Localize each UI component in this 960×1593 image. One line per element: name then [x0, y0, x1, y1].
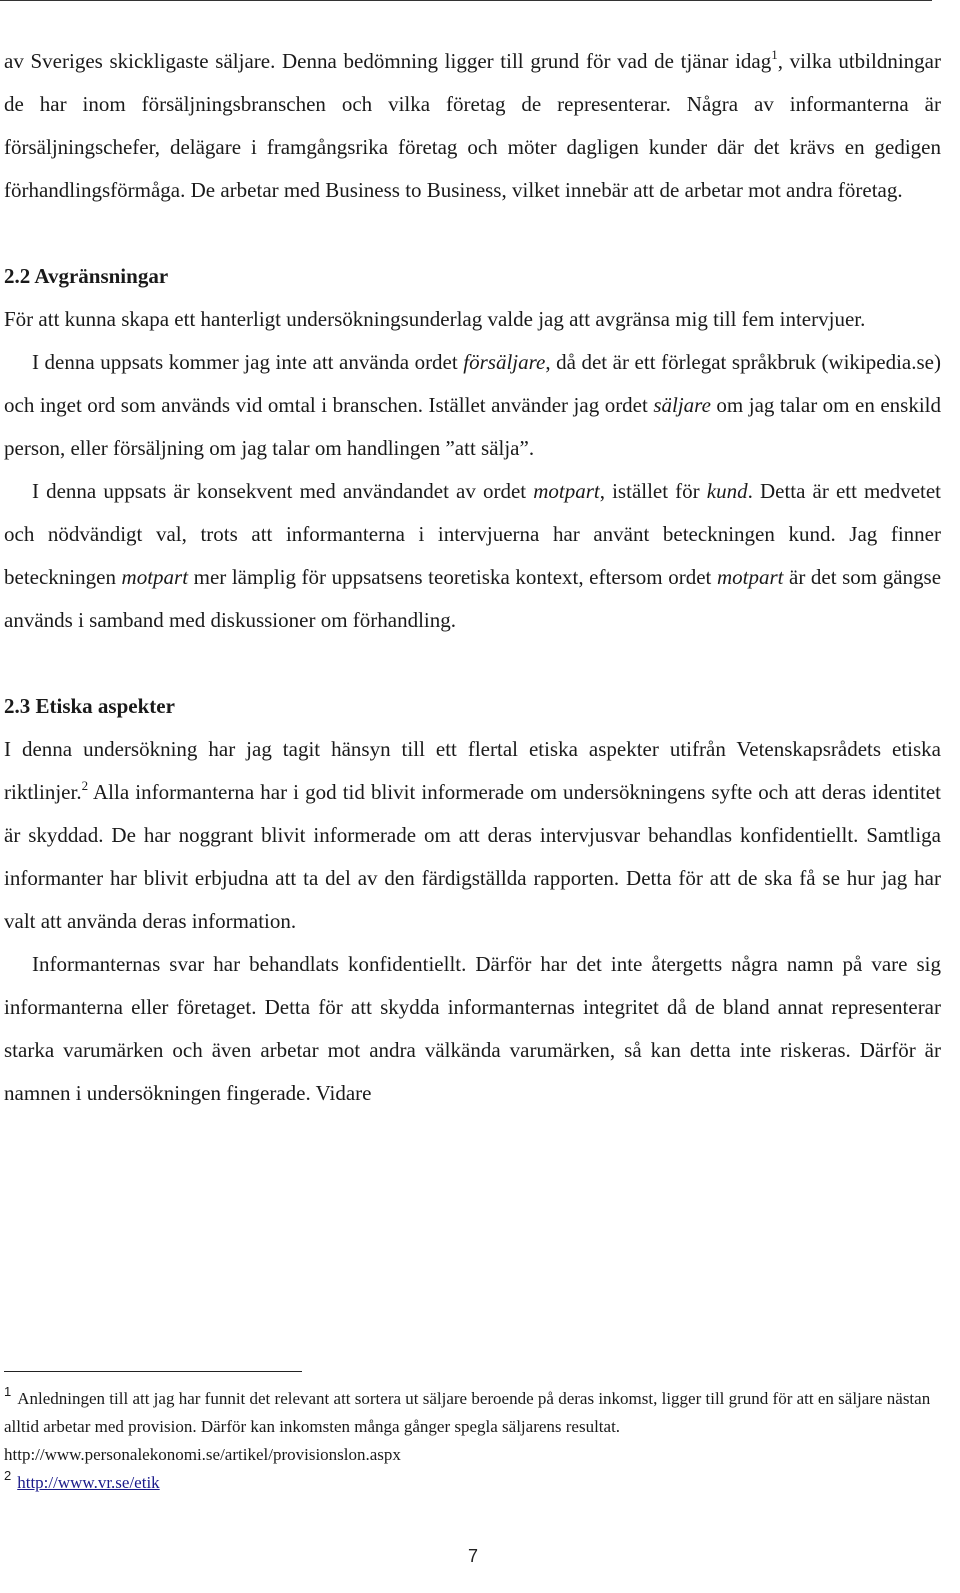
spacer [4, 212, 941, 255]
text-span: , istället för [599, 479, 707, 503]
paragraph-avgransning-3 [4, 470, 941, 642]
footnote-separator [4, 1371, 302, 1372]
footnotes [4, 1385, 941, 1497]
emphasis-term: kund [706, 479, 748, 503]
emphasis-term: säljare [653, 393, 711, 417]
text-span: är det som gängse används i samband med diskussioner om förhandling. [4, 565, 942, 632]
page-top-rule [0, 0, 932, 1]
text-span: , vilka utbildningar de har inom försäljningsbranschen och vilka företag de representerar. Några av informanterna är försäljningschefer, delägare i framgångsrika företag och möter dagligen kunder där det krävs en gedigen förhandlingsförmåga. De arbetar med Business to Business, vilket innebär att de arbetar mot andra företag. [4, 49, 941, 202]
paragraph-etik-2: Informanternas svar har behandlats konfidentiellt. Därför har det inte återgetts några namn på vare sig informanterna eller företaget. Detta för att skydda informanternas integritet då de bland annat representerar starka varumärken och även arbetar mot andra välkända varumärken, så kan detta inte riskeras. Därför är namnen i undersökningen fingerade. Vidare [4, 952, 941, 1105]
footnote-1 [4, 1385, 941, 1469]
emphasis-term: motpart [533, 479, 600, 503]
text-span: I denna uppsats är konsekvent med användandet av ordet [32, 479, 534, 503]
text-span: I denna undersökning har jag tagit hänsyn till ett flertal etiska aspekter utifrån Vetenskapsrådets etiska riktlinjer. [4, 737, 941, 804]
text-span: . Detta är ett medvetet och nödvändigt val, trots att informanterna i intervjuerna har använt beteckningen kund. Jag finner beteckningen [4, 479, 941, 589]
paragraph-avgransning-2 [4, 341, 941, 470]
text-span: av Sveriges skickligaste säljare. Denna bedömning ligger till grund för vad de tjänar idag [4, 49, 772, 73]
text-span: , då det är ett förlegat språkbruk (wikipedia.se) och inget ord som används vid omtal i branschen. Istället använder jag ordet [4, 350, 941, 417]
page-number: 7 [467, 1546, 478, 1566]
footnote-number: 2 [4, 1468, 12, 1483]
text-span: om jag talar om en enskild person, eller försäljning om jag talar om handlingen ”att sälja”. [4, 393, 941, 460]
footnote-2 [4, 1469, 941, 1497]
paragraph-intro [4, 40, 941, 212]
footnote-ref-1[interactable]: 1 [771, 47, 778, 62]
paragraph-etik-1 [4, 728, 941, 943]
emphasis-term: försäljare [463, 350, 546, 374]
footnote-ref-2[interactable]: 2 [81, 778, 89, 793]
text-span: Alla informanterna har i god tid blivit informerade om undersökningens syfte och att deras identitet är skyddad. De har noggrant blivit informerade om att deras intervjusvar behandlas konfidentiellt. Samtliga informanter har blivit erbjudna att ta del av den färdigställda rapporten. Detta för att de ska få se hur jag har valt att använda deras information. [4, 780, 941, 933]
text-span: I denna uppsats kommer jag inte att använda ordet [32, 350, 464, 374]
spacer [4, 642, 941, 685]
section-heading-etiska-aspekter: 2.3 Etiska aspekter [4, 694, 175, 718]
emphasis-term: motpart [716, 565, 784, 589]
emphasis-term: motpart [121, 565, 189, 589]
footnote-link[interactable]: http://www.vr.se/etik [17, 1473, 160, 1492]
footnote-number: 1 [4, 1384, 12, 1399]
paragraph-avgransning-1: För att kunna skapa ett hanterligt undersökningsunderlag valde jag att avgränsa mig till fem intervjuer. [4, 307, 866, 331]
footnote-text: Anledningen till att jag har funnit det relevant att sortera ut säljare beroende på deras inkomst, ligger till grund för att en säljare nästan alltid arbetar med provision. Därför kan inkomsten många gånger spegla säljarens resultat. http://www.personalekonomi.se/artikel/provisionslon.aspx [4, 1389, 931, 1464]
section-heading-avgransningar: 2.2 Avgränsningar [4, 264, 169, 288]
document-body [4, 40, 941, 1115]
text-span: mer lämplig för uppsatsens teoretiska kontext, eftersom ordet [188, 565, 717, 589]
